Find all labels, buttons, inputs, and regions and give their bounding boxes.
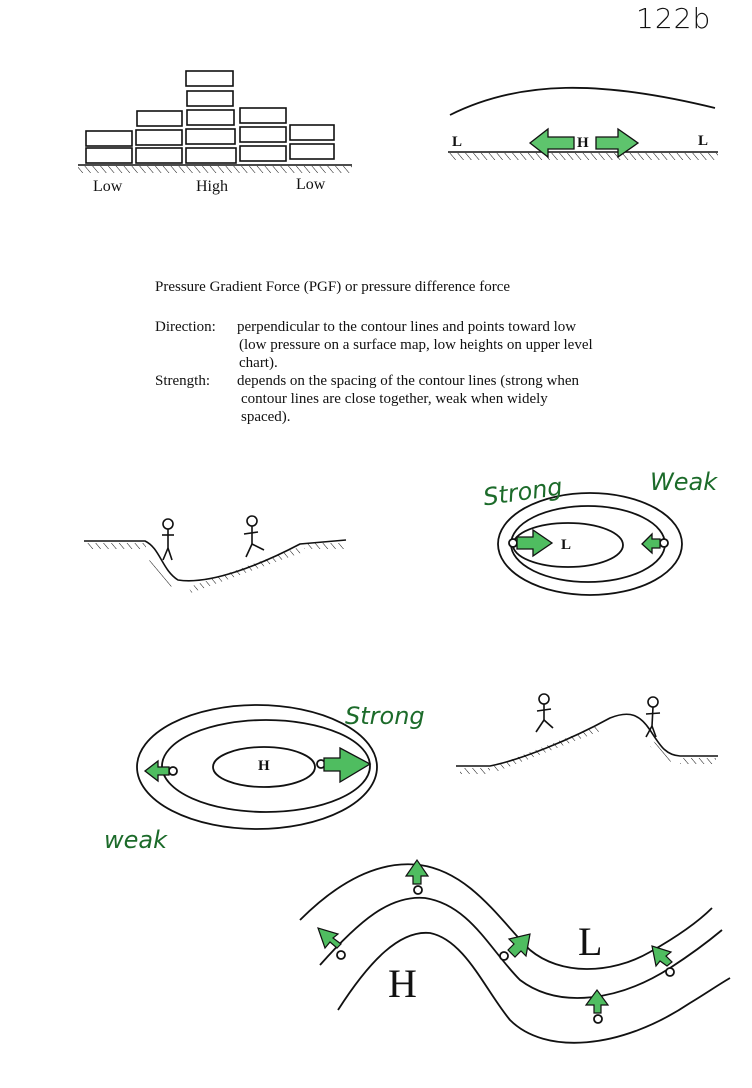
- direction-line: chart).: [239, 355, 278, 371]
- block-stack-figure: [78, 71, 352, 165]
- weak-arrow-icon: [642, 534, 660, 553]
- definition-heading: Pressure Gradient Force (PGF) or pressure difference force: [155, 279, 511, 295]
- arrow-upright-icon: [508, 934, 530, 957]
- wave-low-label: L: [578, 919, 603, 964]
- block-label-low-right: Low: [296, 176, 326, 193]
- strong-arrow-icon: [324, 748, 370, 782]
- hill-label-center: H: [577, 135, 589, 151]
- definition-block: [155, 278, 675, 426]
- low-strong-label: Strong: [481, 472, 565, 512]
- block-label-low-left: Low: [93, 178, 123, 195]
- ground-hatching: [78, 166, 352, 173]
- direction-description: [237, 318, 675, 372]
- strong-arrow-icon: [517, 530, 552, 556]
- arrow-upleft-icon: [318, 928, 341, 948]
- low-weak-label: Weak: [650, 468, 718, 496]
- high-strong-label: Strong: [345, 702, 425, 730]
- direction-line: perpendicular to the contour lines and points toward low: [237, 319, 577, 335]
- wave-high-label: H: [388, 961, 417, 1006]
- hill-label-right: L: [698, 133, 709, 149]
- strength-line: spaced).: [241, 409, 291, 425]
- strength-row: [155, 372, 675, 426]
- direction-term: Direction:: [155, 319, 216, 335]
- direction-row: [155, 318, 675, 372]
- low-center-label: L: [561, 537, 572, 553]
- high-center-label: H: [258, 758, 270, 774]
- high-weak-label: weak: [104, 826, 167, 854]
- strength-line: contour lines are close together, weak when widely: [241, 391, 548, 407]
- page-number: 122b: [636, 2, 712, 35]
- hill-label-left: L: [452, 134, 463, 150]
- strength-description: [237, 372, 675, 426]
- strength-line: depends on the spacing of the contour lines (strong when: [237, 373, 580, 389]
- block-label-high: High: [196, 178, 228, 195]
- strength-term: Strength:: [155, 373, 210, 389]
- arrow-up-icon: [586, 990, 608, 1013]
- direction-line: (low pressure on a surface map, low heights on upper level: [239, 337, 593, 353]
- arrow-upleft-icon: [652, 946, 672, 966]
